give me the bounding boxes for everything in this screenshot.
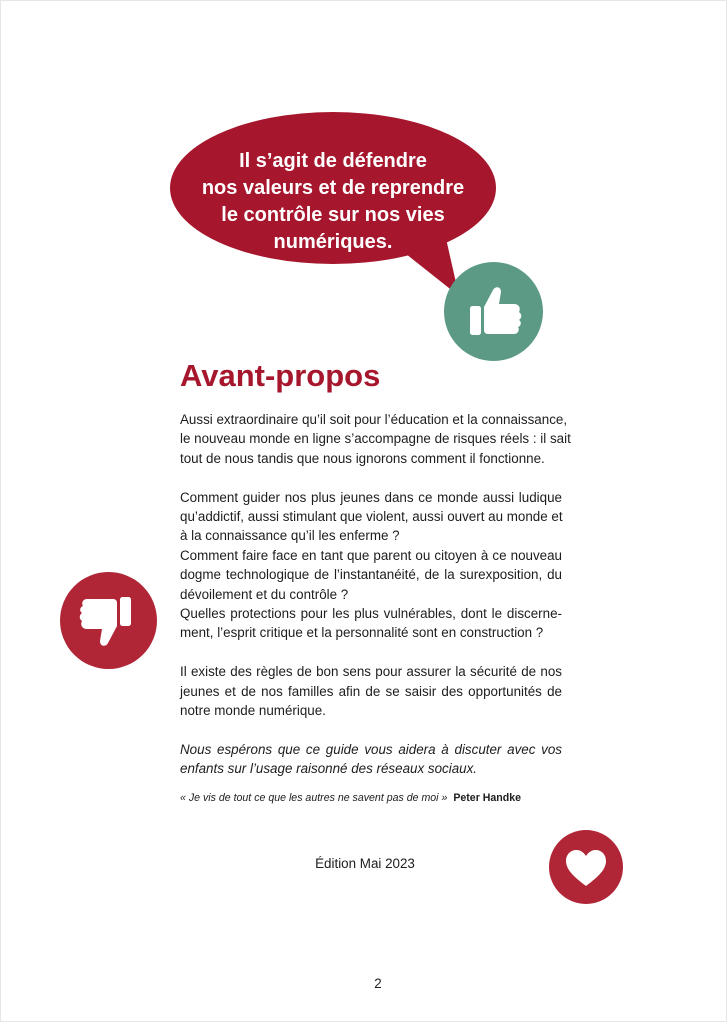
paragraph-closing <box>180 740 562 779</box>
text-line: Aussi extraordinaire qu’il soit pour l’éducation et la connaissance, <box>180 412 568 427</box>
quote <box>180 792 521 804</box>
foreword-body <box>180 410 571 779</box>
bubble-line: numériques. <box>273 231 393 253</box>
page-title: Avant-propos <box>180 358 381 393</box>
bubble-line: Il s’agit de défendre <box>239 150 427 172</box>
thumbs-down-icon <box>60 572 157 669</box>
text-line: Nous espérons que ce guide vous aidera à discuter avec vos <box>180 741 562 757</box>
text-line: Quelles protections pour les plus vulnérables, dont le discerne- <box>180 606 562 622</box>
paragraph-intro <box>180 410 571 468</box>
text-line: dogme technologique de l’instantanéité, de la surexposition, du <box>180 567 562 583</box>
page-number: 2 <box>374 976 382 991</box>
paragraph-rules <box>180 662 562 720</box>
text-line: ment, l’esprit critique et la personnalité sont en construction ? <box>180 625 544 641</box>
thumbs-down-badge <box>60 572 157 669</box>
text-line: dévoilement et du contrôle ? <box>180 586 349 602</box>
text-line: le nouveau monde en ligne s’accompagne de risques réels : il sait <box>180 431 571 447</box>
heart-icon <box>549 830 623 904</box>
text-line: Comment faire face en tant que parent ou citoyen à ce nouveau <box>180 547 562 563</box>
paragraph-questions <box>180 488 562 643</box>
text-line: à la connaissance qu’il les enferme ? <box>180 528 400 544</box>
heart-badge <box>549 830 623 904</box>
quote-text: « Je vis de tout ce que les autres ne savent pas de moi » <box>180 792 448 804</box>
thumbs-up-badge <box>444 262 543 361</box>
edition-date: Édition Mai 2023 <box>315 856 415 871</box>
bubble-line: le contrôle sur nos vies <box>221 204 445 226</box>
text-line: enfants sur l’usage raisonné des réseaux sociaux. <box>180 761 478 777</box>
bubble-line: nos valeurs et de reprendre <box>201 177 465 199</box>
text-line: qu’addictif, aussi stimulant que violent, aussi ouvert au monde et <box>180 509 563 525</box>
thumbs-up-icon <box>444 262 543 361</box>
quote-author: Peter Handke <box>453 792 522 804</box>
text-line: notre monde numérique. <box>180 703 326 719</box>
bubble-text <box>185 148 481 256</box>
text-line: Comment guider nos plus jeunes dans ce monde aussi ludique <box>180 489 562 505</box>
text-line: jeunes et de nos familles afin de se saisir des opportunités de <box>180 683 562 699</box>
text-line: Il existe des règles de bon sens pour assurer la sécurité de nos <box>180 664 562 680</box>
text-line: tout de nous tandis que nous ignorons comment il fonctionne. <box>180 450 545 466</box>
